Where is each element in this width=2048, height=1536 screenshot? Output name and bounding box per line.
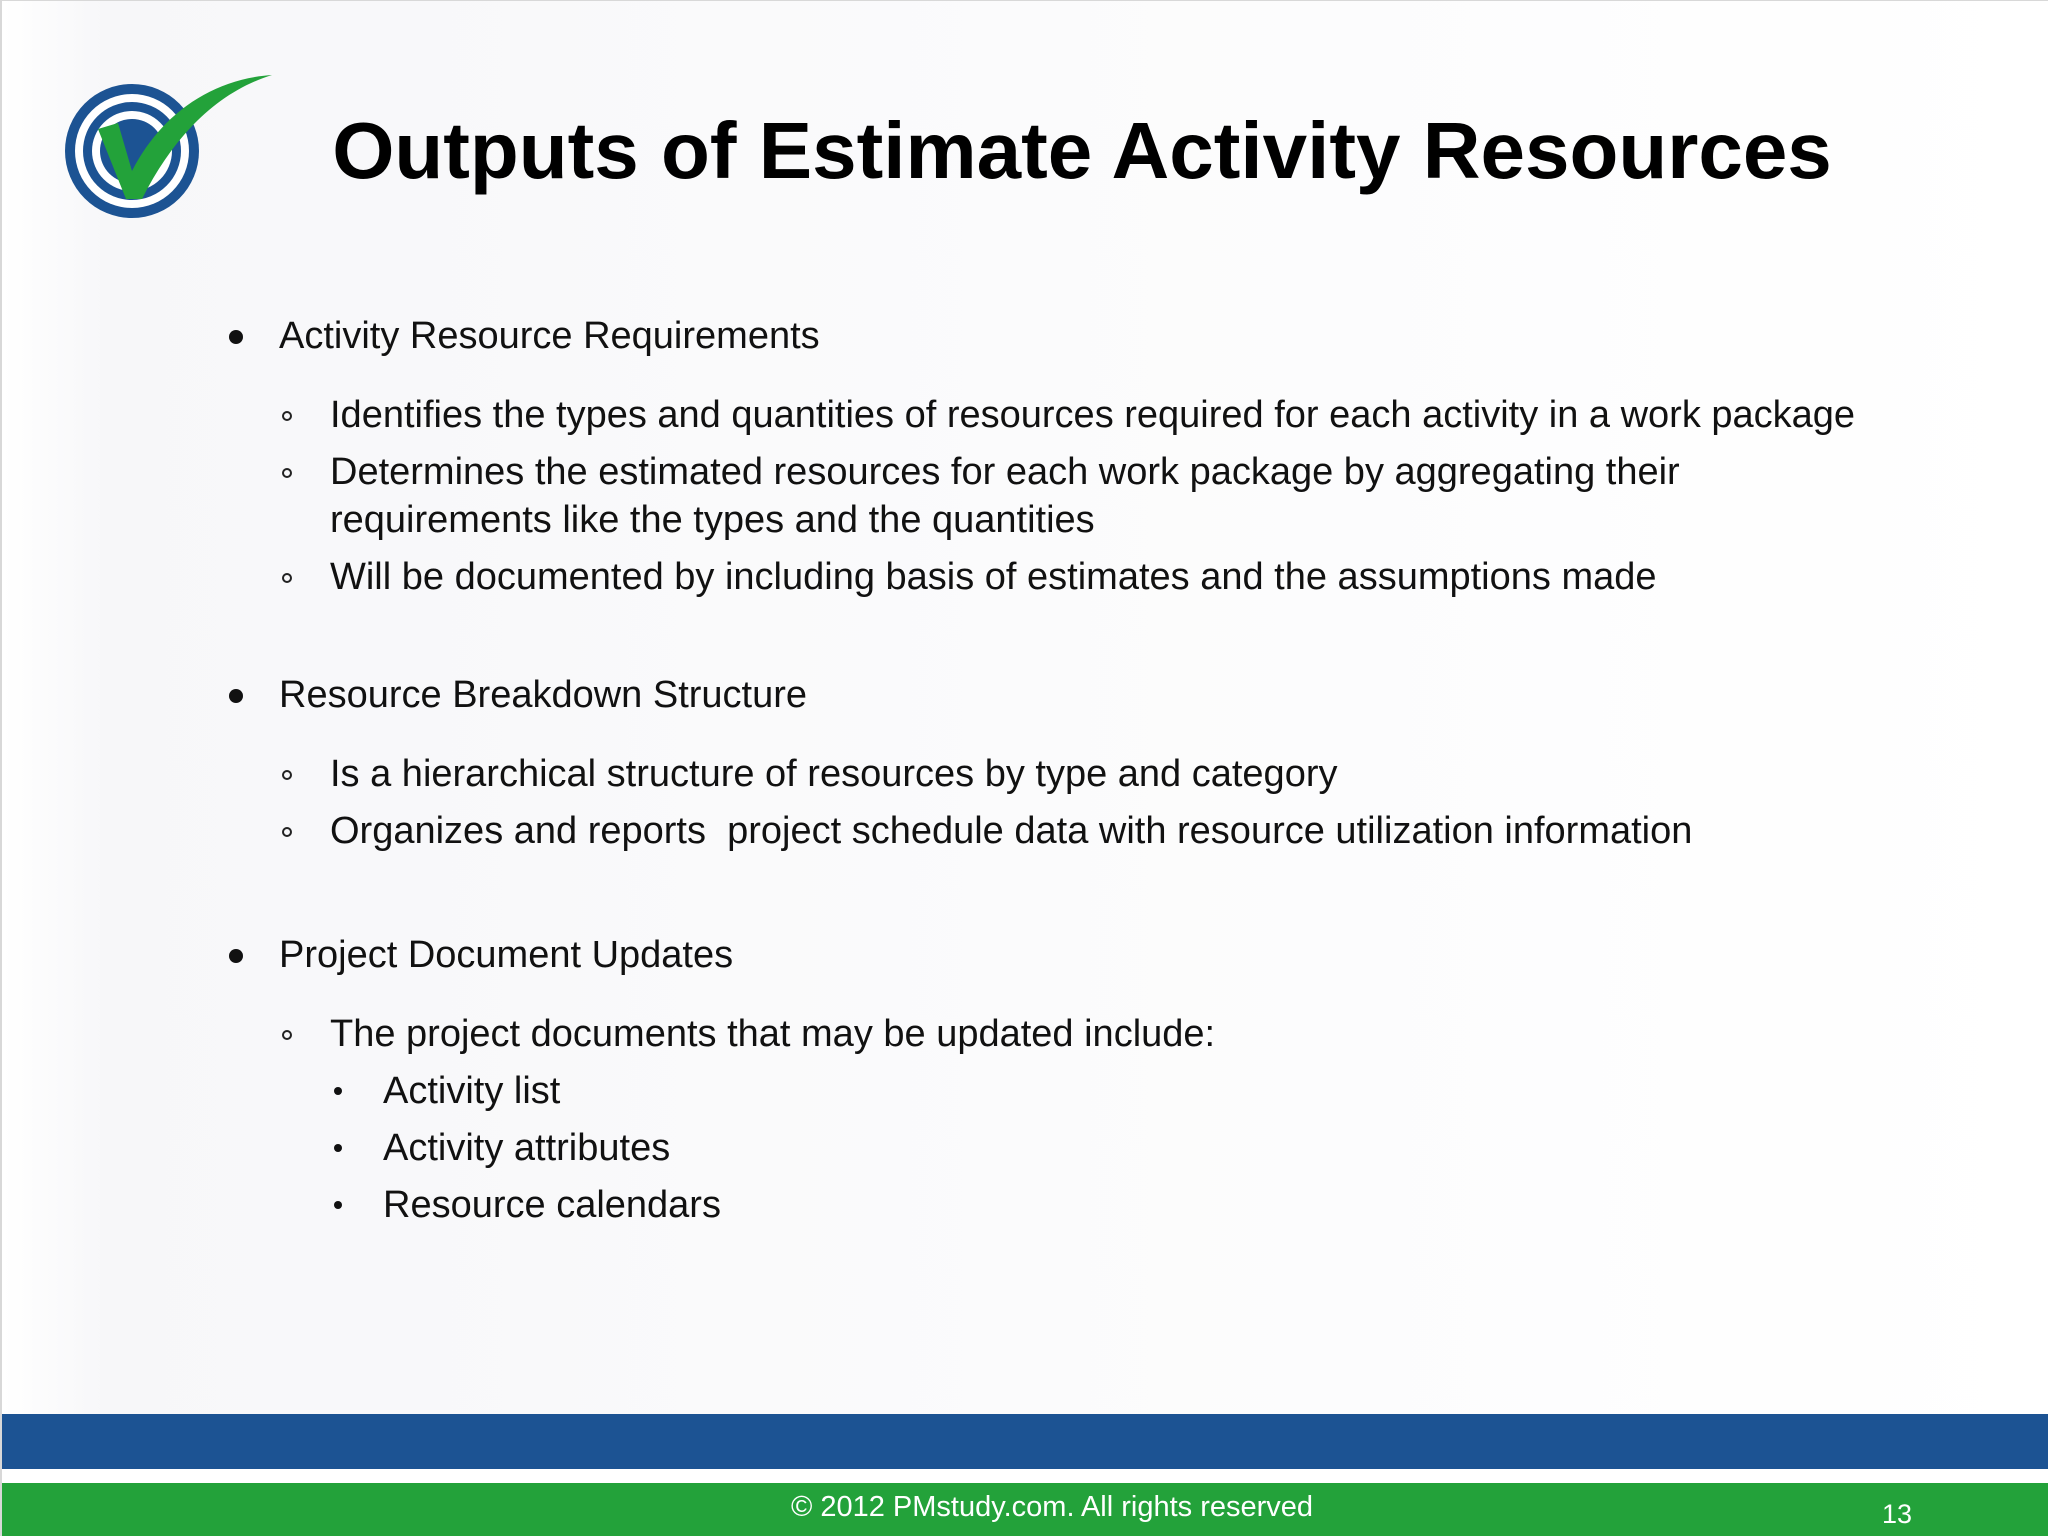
hollow-bullet-icon	[282, 468, 292, 478]
footer-blue-band	[2, 1414, 2048, 1469]
list-item	[222, 930, 1942, 980]
section-resource-breakdown-structure	[222, 670, 1942, 855]
list-subitem-text: Resource calendars	[383, 1184, 721, 1226]
page-title: Outputs of Estimate Activity Resources	[332, 106, 1832, 195]
list-item	[222, 1010, 1942, 1058]
list-item	[222, 1124, 1942, 1172]
spacer	[222, 610, 1942, 670]
list-item	[222, 448, 1942, 544]
section-activity-resource-requirements	[222, 311, 1942, 601]
section-heading: Activity Resource Requirements	[279, 315, 820, 357]
list-item	[222, 750, 1942, 798]
small-bullet-icon	[334, 1201, 342, 1209]
hollow-bullet-icon	[282, 573, 292, 583]
page-number: 13	[1881, 1499, 1913, 1529]
section-heading: Project Document Updates	[279, 934, 734, 976]
list-item	[222, 311, 1942, 361]
hollow-bullet-icon	[282, 827, 292, 837]
small-bullet-icon	[334, 1087, 342, 1095]
list-item	[222, 1181, 1942, 1229]
hollow-bullet-icon	[282, 1030, 292, 1040]
copyright-text: © 2012 PMstudy.com. All rights reserved	[790, 1491, 1314, 1523]
section-heading: Resource Breakdown Structure	[279, 674, 808, 716]
small-bullet-icon	[334, 1144, 342, 1152]
list-item-text: Is a hierarchical structure of resources by type and category	[330, 753, 1338, 795]
list-item	[222, 807, 1942, 855]
bullet-icon	[229, 689, 243, 703]
list-item-text: The project documents that may be updated include:	[330, 1013, 1216, 1055]
list-subitem-text: Activity list	[383, 1070, 561, 1112]
list-item	[222, 1067, 1942, 1115]
list-item-text: Will be documented by including basis of estimates and the assumptions made	[330, 556, 1657, 598]
bullet-icon	[229, 949, 243, 963]
section-project-document-updates	[222, 930, 1942, 1229]
list-item	[222, 553, 1942, 601]
bullet-icon	[229, 330, 243, 344]
footer-divider	[2, 1469, 2048, 1483]
checkmark-logo-icon	[60, 71, 280, 231]
hollow-bullet-icon	[282, 770, 292, 780]
list-item	[222, 391, 1942, 439]
list-item	[222, 670, 1942, 720]
spacer	[222, 864, 1942, 930]
slide-content	[222, 311, 1942, 1238]
hollow-bullet-icon	[282, 411, 292, 421]
list-item-text: Determines the estimated resources for each work package by aggregating their requirements like the types and the quantities	[330, 451, 1680, 541]
list-item-text: Organizes and reports project schedule data with resource utilization information	[330, 810, 1693, 852]
list-item-text: Identifies the types and quantities of resources required for each activity in a work package	[330, 394, 1856, 436]
list-subitem-text: Activity attributes	[383, 1127, 671, 1169]
